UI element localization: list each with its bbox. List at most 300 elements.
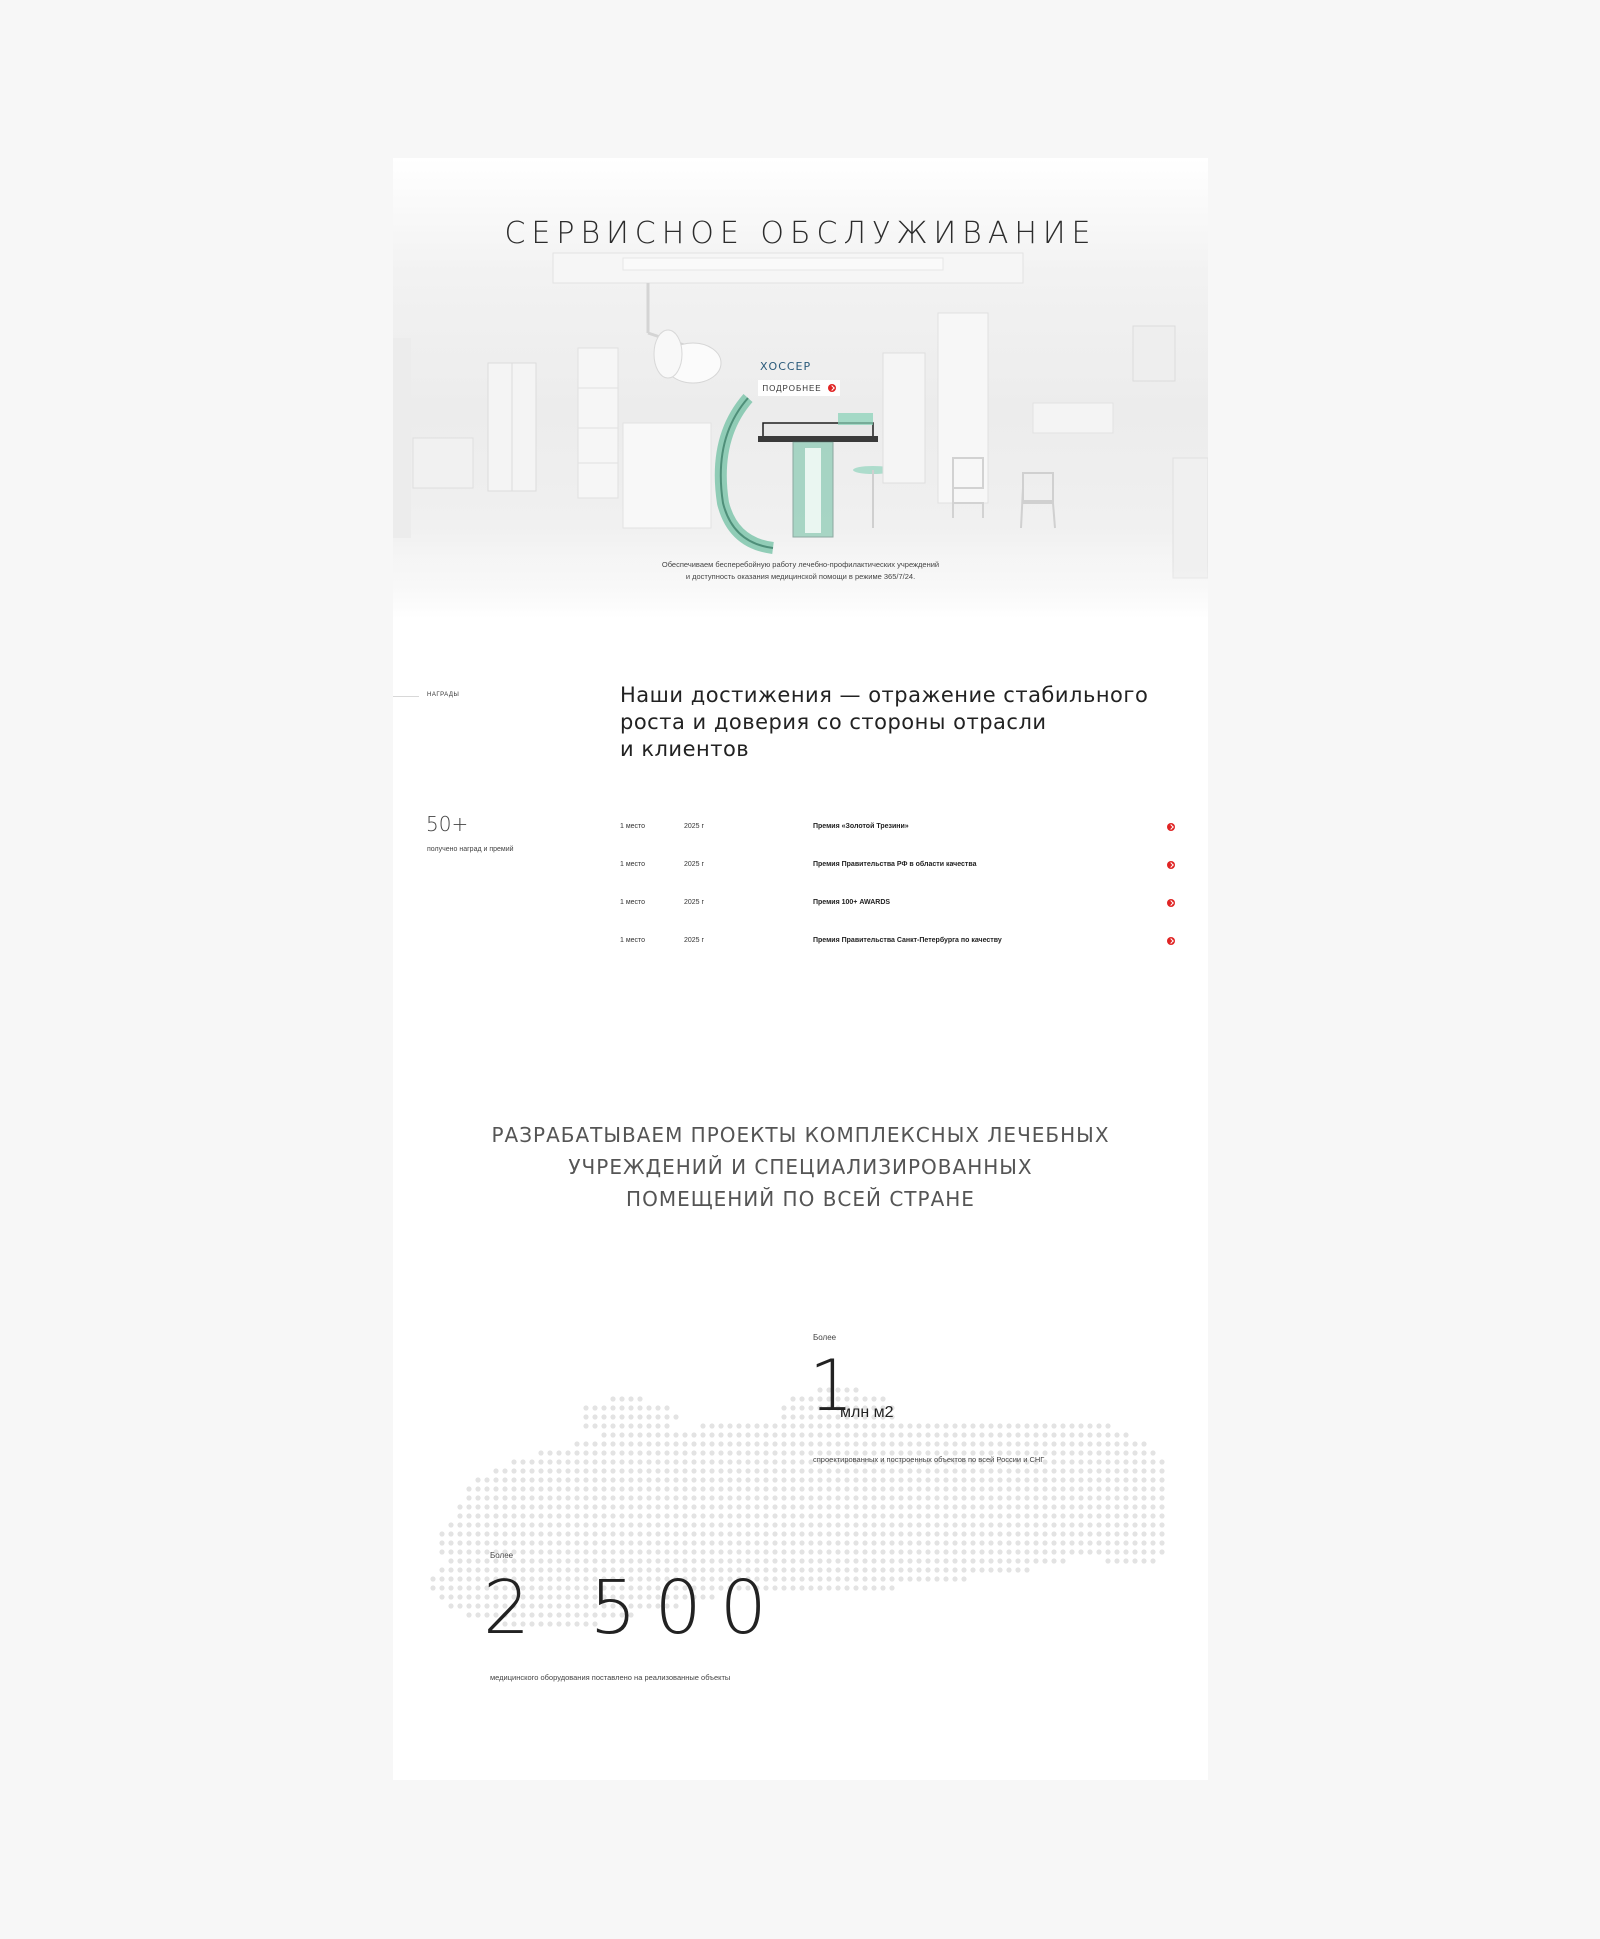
map-dot bbox=[772, 1549, 777, 1554]
map-dot bbox=[1069, 1432, 1074, 1437]
map-dot bbox=[448, 1567, 453, 1572]
map-dot bbox=[637, 1423, 642, 1428]
map-dot bbox=[916, 1522, 921, 1527]
map-dot bbox=[952, 1513, 957, 1518]
map-dot bbox=[736, 1459, 741, 1464]
map-dot bbox=[628, 1423, 633, 1428]
map-dot bbox=[907, 1504, 912, 1509]
map-dot bbox=[1150, 1486, 1155, 1491]
map-dot bbox=[997, 1477, 1002, 1482]
map-dot bbox=[988, 1567, 993, 1572]
map-dot bbox=[1024, 1558, 1029, 1563]
hero-description bbox=[393, 559, 1208, 583]
map-dot bbox=[997, 1513, 1002, 1518]
map-dot bbox=[763, 1531, 768, 1536]
map-dot bbox=[646, 1432, 651, 1437]
map-dot bbox=[745, 1504, 750, 1509]
map-dot bbox=[1132, 1450, 1137, 1455]
map-dot bbox=[781, 1414, 786, 1419]
map-dot bbox=[466, 1567, 471, 1572]
map-dot bbox=[556, 1549, 561, 1554]
map-dot bbox=[727, 1495, 732, 1500]
map-dot bbox=[943, 1522, 948, 1527]
map-dot bbox=[1078, 1459, 1083, 1464]
map-dot bbox=[601, 1513, 606, 1518]
map-dot bbox=[511, 1495, 516, 1500]
map-dot bbox=[1105, 1441, 1110, 1446]
map-dot bbox=[1078, 1540, 1083, 1545]
map-dot bbox=[1123, 1441, 1128, 1446]
map-dot bbox=[1033, 1441, 1038, 1446]
map-dot bbox=[1159, 1486, 1164, 1491]
map-dot bbox=[1078, 1504, 1083, 1509]
map-dot bbox=[520, 1477, 525, 1482]
map-dot bbox=[628, 1432, 633, 1437]
map-dot bbox=[781, 1450, 786, 1455]
map-dot bbox=[781, 1459, 786, 1464]
map-dot bbox=[1069, 1504, 1074, 1509]
map-dot bbox=[835, 1495, 840, 1500]
map-dot bbox=[511, 1459, 516, 1464]
more-button[interactable] bbox=[758, 380, 840, 396]
map-dot bbox=[502, 1477, 507, 1482]
map-dot bbox=[871, 1513, 876, 1518]
map-dot bbox=[619, 1423, 624, 1428]
map-dot bbox=[808, 1432, 813, 1437]
map-dot bbox=[592, 1549, 597, 1554]
map-dot bbox=[997, 1432, 1002, 1437]
map-dot bbox=[781, 1495, 786, 1500]
map-dot bbox=[610, 1477, 615, 1482]
map-dot bbox=[817, 1540, 822, 1545]
map-dot bbox=[889, 1504, 894, 1509]
map-dot bbox=[700, 1459, 705, 1464]
map-dot bbox=[1060, 1450, 1065, 1455]
award-name: Премия Правительства Санкт-Петербурга по качеству bbox=[813, 937, 1002, 944]
map-dot bbox=[700, 1504, 705, 1509]
map-dot bbox=[862, 1513, 867, 1518]
map-dot bbox=[772, 1531, 777, 1536]
map-dot bbox=[880, 1468, 885, 1473]
map-dot bbox=[898, 1540, 903, 1545]
map-dot bbox=[646, 1495, 651, 1500]
map-dot bbox=[691, 1477, 696, 1482]
map-dot bbox=[808, 1441, 813, 1446]
map-dot bbox=[1096, 1549, 1101, 1554]
map-dot bbox=[880, 1504, 885, 1509]
map-dot bbox=[637, 1531, 642, 1536]
map-dot bbox=[781, 1522, 786, 1527]
map-dot bbox=[637, 1396, 642, 1401]
map-dot bbox=[1051, 1558, 1056, 1563]
map-dot bbox=[538, 1450, 543, 1455]
map-dot bbox=[1006, 1522, 1011, 1527]
map-dot bbox=[853, 1576, 858, 1581]
red-circle-arrow-icon[interactable] bbox=[1167, 823, 1175, 831]
stat-equipment-value: 2 500 bbox=[483, 1565, 785, 1651]
map-dot bbox=[718, 1495, 723, 1500]
map-dot bbox=[637, 1432, 642, 1437]
map-dot bbox=[529, 1549, 534, 1554]
map-dot bbox=[781, 1423, 786, 1428]
map-dot bbox=[610, 1432, 615, 1437]
map-dot bbox=[916, 1504, 921, 1509]
map-dot bbox=[799, 1531, 804, 1536]
map-dot bbox=[934, 1558, 939, 1563]
map-dot bbox=[682, 1531, 687, 1536]
map-dot bbox=[889, 1477, 894, 1482]
map-dot bbox=[538, 1477, 543, 1482]
map-dot bbox=[1015, 1522, 1020, 1527]
map-dot bbox=[682, 1441, 687, 1446]
map-dot bbox=[808, 1531, 813, 1536]
map-dot bbox=[988, 1486, 993, 1491]
map-dot bbox=[961, 1540, 966, 1545]
map-dot bbox=[601, 1450, 606, 1455]
map-dot bbox=[673, 1459, 678, 1464]
map-dot bbox=[790, 1540, 795, 1545]
map-dot bbox=[619, 1468, 624, 1473]
map-dot bbox=[1069, 1441, 1074, 1446]
map-dot bbox=[1078, 1522, 1083, 1527]
map-dot bbox=[664, 1423, 669, 1428]
map-dot bbox=[862, 1423, 867, 1428]
map-dot bbox=[736, 1504, 741, 1509]
map-dot bbox=[817, 1495, 822, 1500]
map-dot bbox=[1150, 1549, 1155, 1554]
map-dot bbox=[943, 1513, 948, 1518]
map-dot bbox=[961, 1441, 966, 1446]
map-dot bbox=[1114, 1486, 1119, 1491]
map-dot bbox=[826, 1558, 831, 1563]
map-dot bbox=[493, 1531, 498, 1536]
map-dot bbox=[574, 1504, 579, 1509]
map-dot bbox=[1141, 1549, 1146, 1554]
map-dot bbox=[718, 1459, 723, 1464]
map-dot bbox=[1141, 1504, 1146, 1509]
map-dot bbox=[790, 1450, 795, 1455]
map-dot bbox=[862, 1396, 867, 1401]
map-dot bbox=[772, 1495, 777, 1500]
map-dot bbox=[1024, 1549, 1029, 1554]
map-dot bbox=[637, 1441, 642, 1446]
map-dot bbox=[763, 1513, 768, 1518]
map-dot bbox=[1051, 1468, 1056, 1473]
map-dot bbox=[457, 1531, 462, 1536]
hero-description-line: Обеспечиваем бесперебойную работу лечебно-профилактических учреждений bbox=[661, 560, 940, 569]
map-dot bbox=[1060, 1504, 1065, 1509]
map-dot bbox=[889, 1549, 894, 1554]
map-dot bbox=[520, 1486, 525, 1491]
red-circle-arrow-icon[interactable] bbox=[1167, 899, 1175, 907]
map-dot bbox=[628, 1522, 633, 1527]
map-dot bbox=[961, 1549, 966, 1554]
map-dot bbox=[673, 1522, 678, 1527]
map-dot bbox=[727, 1441, 732, 1446]
map-dot bbox=[817, 1531, 822, 1536]
map-dot bbox=[700, 1468, 705, 1473]
map-dot bbox=[502, 1531, 507, 1536]
map-dot bbox=[655, 1450, 660, 1455]
map-dot bbox=[736, 1540, 741, 1545]
map-dot bbox=[808, 1495, 813, 1500]
map-dot bbox=[1141, 1513, 1146, 1518]
map-dot bbox=[601, 1522, 606, 1527]
map-dot bbox=[898, 1576, 903, 1581]
map-dot bbox=[979, 1441, 984, 1446]
awards-list bbox=[620, 818, 1175, 970]
map-dot bbox=[511, 1504, 516, 1509]
map-dot bbox=[970, 1522, 975, 1527]
map-dot bbox=[1150, 1504, 1155, 1509]
map-dot bbox=[574, 1513, 579, 1518]
map-dot bbox=[556, 1504, 561, 1509]
map-dot bbox=[1105, 1423, 1110, 1428]
map-dot bbox=[511, 1486, 516, 1491]
map-dot bbox=[556, 1531, 561, 1536]
map-dot bbox=[997, 1549, 1002, 1554]
map-dot bbox=[1105, 1432, 1110, 1437]
map-dot bbox=[754, 1441, 759, 1446]
map-dot bbox=[1087, 1450, 1092, 1455]
map-dot bbox=[619, 1549, 624, 1554]
map-dot bbox=[709, 1549, 714, 1554]
map-dot bbox=[835, 1441, 840, 1446]
map-dot bbox=[961, 1468, 966, 1473]
map-dot bbox=[979, 1540, 984, 1545]
map-dot bbox=[790, 1486, 795, 1491]
map-dot bbox=[808, 1558, 813, 1563]
map-dot bbox=[583, 1513, 588, 1518]
map-dot bbox=[637, 1405, 642, 1410]
map-dot bbox=[961, 1486, 966, 1491]
map-dot bbox=[826, 1441, 831, 1446]
map-dot bbox=[844, 1585, 849, 1590]
map-dot bbox=[844, 1567, 849, 1572]
map-dot bbox=[934, 1423, 939, 1428]
map-dot bbox=[736, 1513, 741, 1518]
map-dot bbox=[457, 1540, 462, 1545]
map-dot bbox=[934, 1576, 939, 1581]
map-dot bbox=[592, 1414, 597, 1419]
map-dot bbox=[880, 1549, 885, 1554]
map-dot bbox=[619, 1540, 624, 1545]
map-dot bbox=[745, 1441, 750, 1446]
map-dot bbox=[1114, 1549, 1119, 1554]
map-dot bbox=[1150, 1531, 1155, 1536]
map-dot bbox=[610, 1414, 615, 1419]
map-dot bbox=[1051, 1486, 1056, 1491]
map-dot bbox=[646, 1531, 651, 1536]
map-dot bbox=[1132, 1540, 1137, 1545]
map-dot bbox=[763, 1549, 768, 1554]
map-dot bbox=[1069, 1486, 1074, 1491]
award-place: 1 место bbox=[620, 861, 646, 868]
map-dot bbox=[898, 1531, 903, 1536]
map-dot bbox=[817, 1504, 822, 1509]
map-dot bbox=[934, 1441, 939, 1446]
map-dot bbox=[826, 1567, 831, 1572]
map-dot bbox=[916, 1468, 921, 1473]
map-dot bbox=[997, 1558, 1002, 1563]
map-dot bbox=[682, 1540, 687, 1545]
map-dot bbox=[844, 1558, 849, 1563]
map-dot bbox=[799, 1414, 804, 1419]
map-dot bbox=[1015, 1477, 1020, 1482]
map-dot bbox=[1132, 1549, 1137, 1554]
map-dot bbox=[817, 1441, 822, 1446]
map-dot bbox=[736, 1468, 741, 1473]
map-dot bbox=[655, 1423, 660, 1428]
map-dot bbox=[970, 1504, 975, 1509]
map-dot bbox=[898, 1468, 903, 1473]
map-dot bbox=[448, 1603, 453, 1608]
map-dot bbox=[691, 1468, 696, 1473]
map-dot bbox=[619, 1414, 624, 1419]
map-dot bbox=[736, 1495, 741, 1500]
map-dot bbox=[952, 1441, 957, 1446]
map-dot bbox=[1114, 1531, 1119, 1536]
map-dot bbox=[889, 1423, 894, 1428]
map-dot bbox=[619, 1486, 624, 1491]
map-dot bbox=[646, 1522, 651, 1527]
map-dot bbox=[844, 1513, 849, 1518]
map-dot bbox=[871, 1585, 876, 1590]
map-dot bbox=[979, 1432, 984, 1437]
map-dot bbox=[466, 1549, 471, 1554]
map-dot bbox=[556, 1513, 561, 1518]
map-dot bbox=[871, 1468, 876, 1473]
red-circle-arrow-icon[interactable] bbox=[1167, 861, 1175, 869]
map-dot bbox=[988, 1549, 993, 1554]
map-dot bbox=[1114, 1432, 1119, 1437]
map-dot bbox=[835, 1432, 840, 1437]
map-dot bbox=[970, 1531, 975, 1536]
map-dot bbox=[1078, 1486, 1083, 1491]
map-dot bbox=[709, 1459, 714, 1464]
map-dot bbox=[466, 1576, 471, 1581]
map-dot bbox=[511, 1513, 516, 1518]
map-dot bbox=[790, 1459, 795, 1464]
map-dot bbox=[664, 1414, 669, 1419]
map-dot bbox=[808, 1549, 813, 1554]
map-dot bbox=[448, 1558, 453, 1563]
map-dot bbox=[988, 1540, 993, 1545]
map-dot bbox=[1114, 1477, 1119, 1482]
map-dot bbox=[565, 1504, 570, 1509]
map-dot bbox=[1042, 1504, 1047, 1509]
award-row[interactable] bbox=[620, 856, 1175, 894]
map-dot bbox=[889, 1441, 894, 1446]
map-dot bbox=[871, 1423, 876, 1428]
map-dot bbox=[889, 1540, 894, 1545]
map-dot bbox=[736, 1549, 741, 1554]
map-dot bbox=[547, 1495, 552, 1500]
map-dot bbox=[1060, 1486, 1065, 1491]
map-dot bbox=[862, 1468, 867, 1473]
map-dot bbox=[745, 1513, 750, 1518]
map-dot bbox=[871, 1486, 876, 1491]
map-dot bbox=[871, 1504, 876, 1509]
map-dot bbox=[709, 1495, 714, 1500]
map-dot bbox=[1132, 1468, 1137, 1473]
map-dot bbox=[466, 1522, 471, 1527]
map-dot bbox=[718, 1441, 723, 1446]
map-dot bbox=[790, 1558, 795, 1563]
map-dot bbox=[1114, 1558, 1119, 1563]
map-dot bbox=[556, 1477, 561, 1482]
map-dot bbox=[1015, 1531, 1020, 1536]
awards-heading-line: и клиентов bbox=[620, 737, 750, 761]
map-dot bbox=[925, 1468, 930, 1473]
map-dot bbox=[1159, 1477, 1164, 1482]
map-dot bbox=[538, 1504, 543, 1509]
map-dot bbox=[997, 1504, 1002, 1509]
map-dot bbox=[457, 1513, 462, 1518]
map-dot bbox=[934, 1531, 939, 1536]
map-dot bbox=[484, 1504, 489, 1509]
map-dot bbox=[619, 1531, 624, 1536]
map-dot bbox=[943, 1504, 948, 1509]
map-dot bbox=[1015, 1441, 1020, 1446]
map-dot bbox=[736, 1522, 741, 1527]
map-dot bbox=[583, 1423, 588, 1428]
map-dot bbox=[700, 1531, 705, 1536]
map-dot bbox=[709, 1540, 714, 1545]
map-dot bbox=[898, 1522, 903, 1527]
map-dot bbox=[664, 1459, 669, 1464]
map-dot bbox=[1042, 1549, 1047, 1554]
map-dot bbox=[817, 1558, 822, 1563]
map-dot bbox=[493, 1486, 498, 1491]
map-dot bbox=[799, 1432, 804, 1437]
map-dot bbox=[844, 1432, 849, 1437]
award-row[interactable] bbox=[620, 818, 1175, 856]
map-dot bbox=[754, 1477, 759, 1482]
map-dot bbox=[871, 1396, 876, 1401]
map-dot bbox=[907, 1549, 912, 1554]
map-dot bbox=[583, 1441, 588, 1446]
map-dot bbox=[673, 1495, 678, 1500]
map-dot bbox=[1033, 1558, 1038, 1563]
map-dot bbox=[745, 1459, 750, 1464]
map-dot bbox=[853, 1477, 858, 1482]
map-dot bbox=[862, 1504, 867, 1509]
map-dot bbox=[736, 1477, 741, 1482]
map-dot bbox=[493, 1522, 498, 1527]
map-dot bbox=[1123, 1531, 1128, 1536]
map-dot bbox=[682, 1459, 687, 1464]
map-dot bbox=[817, 1513, 822, 1518]
map-dot bbox=[673, 1531, 678, 1536]
map-dot bbox=[1114, 1468, 1119, 1473]
map-dot bbox=[1096, 1450, 1101, 1455]
map-dot bbox=[1015, 1504, 1020, 1509]
map-dot bbox=[673, 1549, 678, 1554]
award-row[interactable] bbox=[620, 932, 1175, 970]
map-dot bbox=[745, 1540, 750, 1545]
map-dot bbox=[430, 1576, 435, 1581]
map-dot bbox=[637, 1522, 642, 1527]
award-row[interactable] bbox=[620, 894, 1175, 932]
map-dot bbox=[1024, 1423, 1029, 1428]
map-dot bbox=[1141, 1441, 1146, 1446]
map-dot bbox=[1087, 1423, 1092, 1428]
map-dot bbox=[1006, 1504, 1011, 1509]
map-dot bbox=[448, 1549, 453, 1554]
red-circle-arrow-icon[interactable] bbox=[1167, 937, 1175, 945]
map-dot bbox=[583, 1549, 588, 1554]
